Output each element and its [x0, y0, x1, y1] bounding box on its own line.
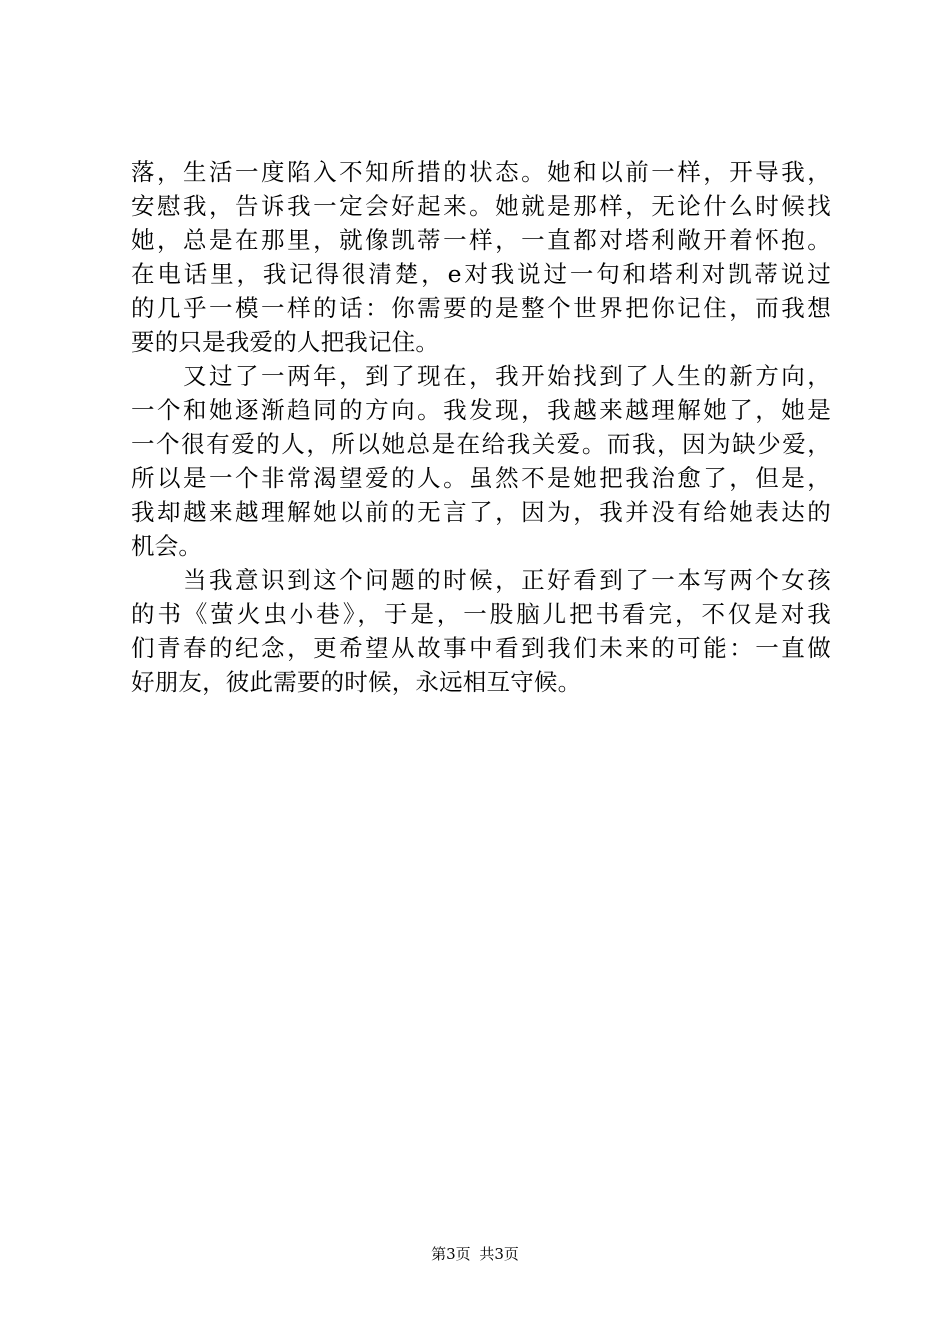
- body-text: [131, 155, 831, 699]
- text-line: 们青春的纪念，更希望从故事中看到我们未来的可能：一直做: [131, 634, 831, 662]
- text-line: 要的只是我爱的人把我记住。: [131, 328, 440, 356]
- text-line: 一个和她逐渐趋同的方向。我发现，我越来越理解她了，她是: [131, 396, 831, 424]
- page-number: 第3页: [431, 1245, 471, 1263]
- text-line: 在电话里，我记得很清楚，e对我说过一句和塔利对凯蒂说过: [131, 260, 831, 288]
- text-line: 的书《萤火虫小巷》，于是，一股脑儿把书看完，不仅是对我: [131, 600, 831, 628]
- text-line: 所以是一个非常渴望爱的人。虽然不是她把我治愈了，但是，: [131, 464, 831, 492]
- text-line: 又过了一两年，到了现在，我开始找到了人生的新方向，: [131, 362, 831, 390]
- text-line: 的几乎一模一样的话：你需要的是整个世界把你记住，而我想: [131, 294, 831, 322]
- text-line: 落，生活一度陷入不知所措的状态。她和以前一样，开导我，: [131, 158, 831, 186]
- text-line: 她，总是在那里，就像凯蒂一样，一直都对塔利敞开着怀抱。: [131, 226, 831, 254]
- text-line: 好朋友，彼此需要的时候，永远相互守候。: [131, 668, 582, 696]
- text-line: 我却越来越理解她以前的无言了，因为，我并没有给她表达的: [131, 498, 831, 526]
- text-line: 当我意识到这个问题的时候，正好看到了一本写两个女孩: [131, 566, 831, 594]
- text-line: 一个很有爱的人，所以她总是在给我关爱。而我，因为缺少爱，: [131, 430, 831, 458]
- page-footer: [0, 1244, 950, 1264]
- page-total: 共3页: [479, 1245, 519, 1263]
- text-line: 机会。: [131, 532, 203, 560]
- text-line: 安慰我，告诉我一定会好起来。她就是那样，无论什么时候找: [131, 192, 831, 220]
